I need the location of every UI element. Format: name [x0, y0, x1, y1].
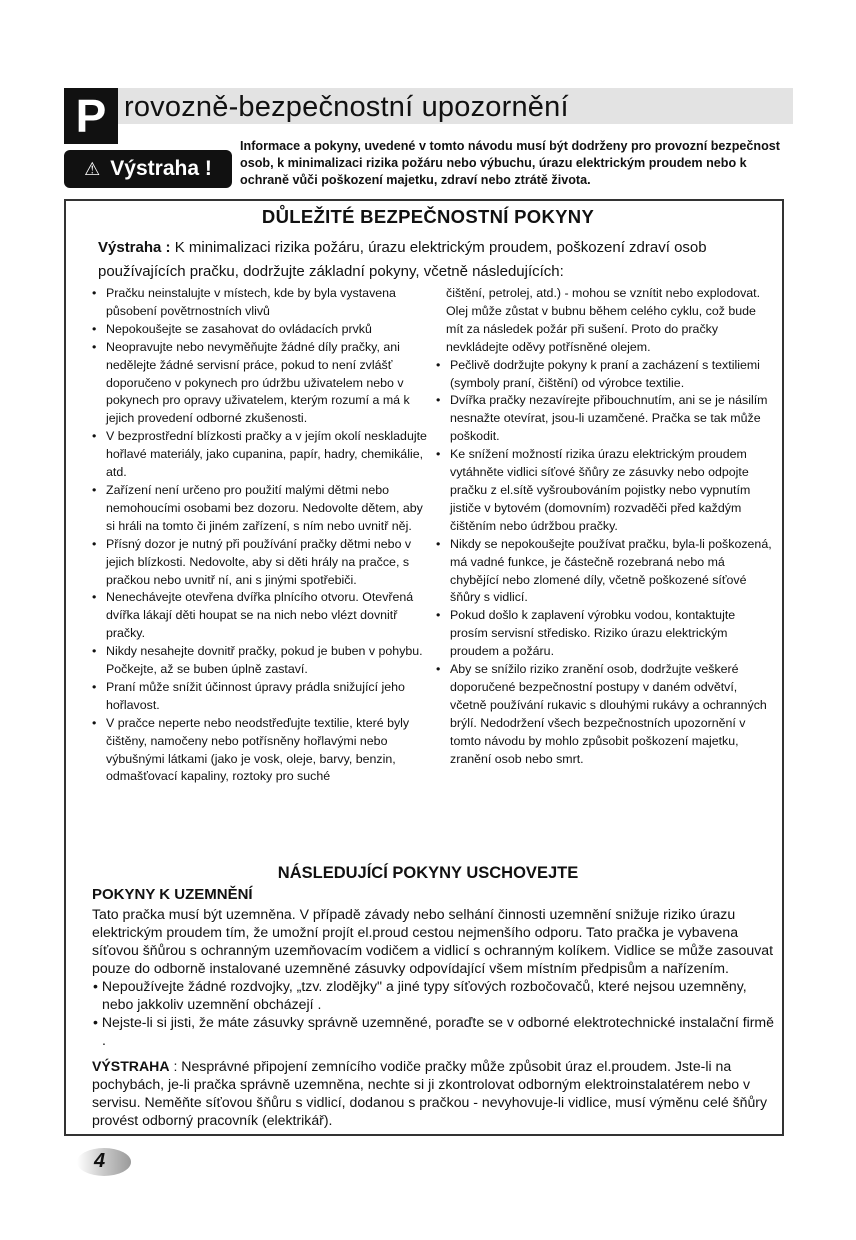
list-item: • Nikdy nesahejte dovnitř pračky, pokud je buben v pohybu. Počkejte, až se buben úplně zastaví.: [92, 643, 430, 679]
warning-badge: [64, 150, 232, 188]
lead-label: Výstraha :: [98, 239, 171, 256]
list-item: • Praní může snížit účinnost úpravy prádla snižující jeho hořlavost.: [92, 679, 430, 715]
list-item: • Nikdy se nepokoušejte používat pračku, byla-li poškozená, má vadné funkce, je částečně rozebraná nebo má chybějící nebo zlomené díly, včetně poškozené síťové šňůry s vidlicí.: [436, 536, 776, 608]
list-item: • Nenechávejte otevřena dvířka plnícího otvoru. Otevřená dvířka lákají děti houpat se na nich nebo vlézt dovnitř pračky.: [92, 589, 430, 643]
left-instruction-list: [92, 285, 430, 786]
page-number: 4: [94, 1150, 106, 1172]
page-title: rovozně-bezpečnostní upozornění: [124, 91, 569, 123]
list-item: • Přísný dozor je nutný při používání pračky dětmi nebo v jejich blízkosti. Nedovolte, aby si děti hrály na pračce, s pračkou nebo uvnitř ní, ani s jinými spotřebiči.: [92, 536, 430, 590]
grounding-text: Tato pračka musí být uzemněna. V případě závady nebo selhání činnosti uzemnění snižuje riziko úrazu elektrickým proudem tím, že umožní projít el.proud cestou nejmenšího odporu. Tato pračka je vybavena síťovou šňůrou s ochranným uzemňovacím vodičem a vidlicí s ochranným kolíkem. Vidlice se může zasouvat pouze do odborně instalované uzemněné zásuvky odpovídající všem místním předpisům a nařízením.: [92, 906, 774, 976]
grounding-heading: POKYNY K UZEMNĚNÍ: [92, 886, 253, 903]
list-item: • Neopravujte nebo nevyměňujte žádné díly pračky, ani nedělejte žádné servisní práce, pokud to není zvlášť doporučeno v pokynech pro údržbu uživatelem nebo v pokynech pro opravy uživatelem, kterým rozumí a má k jejich provedení odborné zkušenosti.: [92, 339, 430, 429]
left-column: [92, 285, 430, 786]
lead-text: K minimalizaci rizika požáru, úrazu elektrickým proudem, poškození zdraví osob používajících pračku, dodržujte základní pokyny, včetně následujících:: [98, 239, 707, 280]
list-item: • Ke snížení možností rizika úrazu elektrickým proudem vytáhněte vidlici síťové šňůry ze zásuvky nebo odpojte pračku z el.sítě vyšroubováním pojistky nebo vypnutím jističe v bytovém (domovním) rozvaděči před každým čištěním nebo údržbou pračky.: [436, 446, 776, 536]
list-item: • Pokud došlo k zaplavení výrobku vodou, kontaktujte prosím servisní středisko. Riziko úrazu elektrickým proudem a požáru.: [436, 607, 776, 661]
keep-instructions-heading: NÁSLEDUJÍCÍ POKYNY USCHOVEJTE: [277, 864, 579, 882]
list-item: • Dvířka pračky nezavírejte přibouchnutím, ani se je násilím nesnažte otevírat, jsou-li uzamčené. Pračka se tak může poškodit.: [436, 392, 776, 446]
grounding-bullet: • Nepoužívejte žádné rozdvojky, „tzv. zlodějky" a jiné typy síťových rozbočovačů, které nejsou uzemněny, nebo jakkoliv uzemnění obcházejí .: [93, 978, 747, 1012]
final-warning-text: : Nesprávné připojení zemnícího vodiče pračky může způsobit úraz el.proudem. Jste-li na pochybách, je-li pračka správně uzemněna, nechte si ji zkontrolovat odborným elektroinstalatérem nebo v servisu. Neměňte síťovou šňůru s vidlicí, dodanou s pračkou - nevyhovuje-li vidlice, musí výměnu celé šňůry provést odborný pracovník (elektrikář).: [92, 1058, 768, 1128]
list-item: • Nepokoušejte se zasahovat do ovládacích prvků: [92, 321, 430, 339]
list-item: • V bezprostřední blízkosti pračky a v jejím okolí neskladujte hořlavé materiály, jako cupanina, papír, hadry, chemikálie, atd.: [92, 428, 430, 482]
grounding-bullet: • Nejste-li si jisti, že máte zásuvky správně uzemněné, poraďte se v odborné elektrotechnické instalační firmě .: [93, 1014, 775, 1048]
list-item: • Aby se snížilo riziko zranění osob, dodržujte veškeré doporučené bezpečnostní postupy v daném odvětví, včetně používání rukavic s dlouhými rukávy a ochranných brýlí. Nedodržení všech bezpečnostních upozornění v tomto návodu by mohlo způsobit poškození majetku, zranění osob nebo smrt.: [436, 661, 776, 768]
warning-badge-label: Výstraha !: [110, 157, 212, 180]
right-instruction-list: [436, 357, 776, 769]
list-item: • Pečlivě dodržujte pokyny k praní a zacházení s textiliemi (symboly praní, čištění) od výrobce textilie.: [436, 357, 776, 393]
final-warning-label: VÝSTRAHA: [92, 1058, 170, 1074]
warning-intro-text: Informace a pokyny, uvedené v tomto návodu musí být dodrženy pro provozní bezpečnost osob, k minimalizaci rizika požáru nebo výbuchu, úrazu elektrickým proudem nebo k ochraně vůči poškození majetku, zdraví nebo ztrátě života.: [240, 139, 780, 187]
safety-lead: [98, 236, 768, 284]
safety-box-heading: DŮLEŽITÉ BEZPEČNOSTNÍ POKYNY: [261, 206, 595, 227]
final-warning: [92, 1057, 780, 1129]
list-item: • V pračce neperte nebo neodstřeďujte textilie, které byly čištěny, namočeny nebo potřísněny hořlavými nebo výbušnými látkami (jako je vosk, oleje, barvy, benzin, odmašťovací kapaliny, roztoky pro suché: [92, 715, 430, 787]
list-item: • Zařízení není určeno pro použití malými dětmi nebo nemohoucími osobami bez dozoru. Nedovolte dětem, aby si hráli na tomto či jiném zařízení, s ním nebo uvnitř něj.: [92, 482, 430, 536]
right-column: [436, 285, 776, 768]
title-initial-letter: P: [64, 88, 118, 144]
warning-triangle-icon: ⚠: [84, 158, 101, 179]
grounding-section: [92, 905, 780, 1049]
list-item: • Pračku neinstalujte v místech, kde by byla vystavena působení povětrnostních vlivů: [92, 285, 430, 321]
page-number-badge: [70, 1146, 132, 1178]
continued-text: čištění, petrolej, atd.) - mohou se vznítit nebo explodovat. Olej může zůstat v bubnu během celého cyklu, což bude mít za následek požár při sušení. Proto do pračky nevkládejte oděvy potřísněné olejem.: [446, 286, 761, 354]
